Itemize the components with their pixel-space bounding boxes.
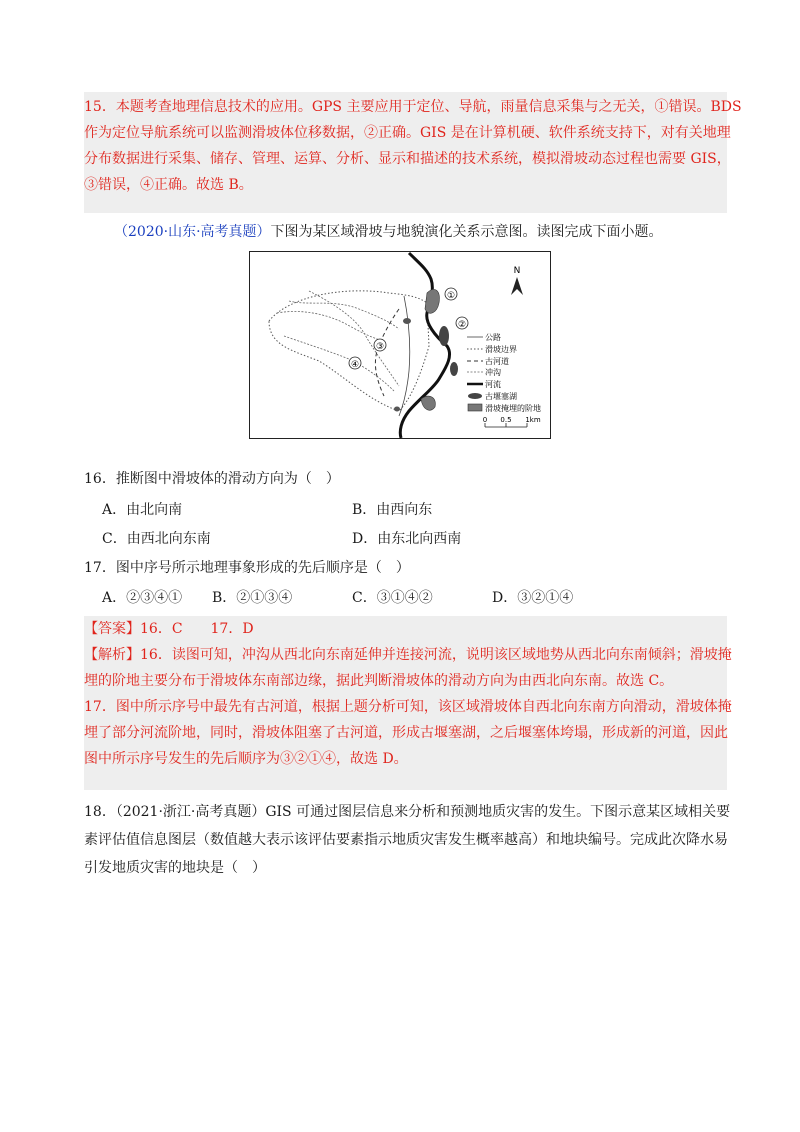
q15-line-2: 作为定位导航系统可以监测滑坡体位移数据，②正确。GIS 是在计算机硬、软件系统支持下，对有关地理 xyxy=(84,125,731,141)
q16-option-d[interactable]: D．由东北向西南 xyxy=(352,531,462,547)
intro-source: （2020·山东·高考真题） xyxy=(114,224,271,240)
analysis-text-1: 16．读图可知，冲沟从西北向东南延伸并连接河流，说明该区域地势从西北向东南倾斜；滑坡掩 xyxy=(140,647,732,663)
q17-option-b[interactable]: B．②①③④ xyxy=(212,590,293,606)
q18-stem xyxy=(84,798,731,882)
question-intro xyxy=(114,219,663,245)
legend-item-boundary: 滑坡边界 xyxy=(485,345,517,354)
intro-text: 下图为某区域滑坡与地貌演化关系示意图。读图完成下面小题。 xyxy=(270,224,663,240)
answer-text: 16．C 17．D xyxy=(140,621,254,637)
q17-stem: 17．图中序号所示地理事象形成的先后顺序是（ ） xyxy=(84,560,410,576)
q17-option-c[interactable]: C．③①④② xyxy=(352,590,433,606)
q15-explanation xyxy=(84,92,742,213)
scale-label-0: 0 xyxy=(482,416,488,424)
legend-item-buried-terrace: 滑坡掩埋的阶地 xyxy=(485,404,541,413)
q18-line-2: 素评估值信息图层（数值越大表示该评估要素指示地质灾害发生概率越高）和地块编号。完成此次降水易 xyxy=(84,832,728,848)
q16-stem: 16．推断图中滑坡体的滑动方向为（ ） xyxy=(84,471,340,487)
scale-label-1km: 1km xyxy=(525,416,541,424)
marker-4: ④ xyxy=(350,360,360,370)
marker-1: ① xyxy=(446,291,456,301)
ancient-lake-3 xyxy=(403,318,411,324)
answer-analysis-block xyxy=(84,616,732,790)
q16-option-a[interactable]: A．由北向南 xyxy=(102,502,183,518)
q16-option-c[interactable]: C．由西北向东南 xyxy=(102,531,211,547)
answer-label: 【答案】 xyxy=(84,621,140,637)
q18-line-3: 引发地质灾害的地块是（ ） xyxy=(84,860,266,876)
legend-item-dammed-lake: 古堰塞湖 xyxy=(485,392,517,401)
q15-line-3: 分布数据进行采集、储存、管理、运算、分析、显示和描述的技术系统，模拟滑坡动态过程也需要 GIS， xyxy=(84,151,731,167)
legend-item-ancient-channel: 古河道 xyxy=(485,357,509,366)
q16-option-b[interactable]: B．由西向东 xyxy=(352,502,433,518)
landslide-map xyxy=(249,251,551,439)
q15-line-1: 15．本题考查地理信息技术的应用。GPS 主要应用于定位、导航，雨量信息采集与之无关，①错误。BDS xyxy=(84,99,742,115)
analysis-label: 【解析】 xyxy=(84,647,140,663)
ancient-lake-2 xyxy=(450,362,458,376)
analysis-line-3: 17．图中所示序号中最先有古河道，根据上题分析可知，该区域滑坡体自西北向东南方向滑动，滑坡体掩 xyxy=(84,699,732,715)
q15-line-4: ③错误，④正确。故选 B。 xyxy=(84,177,253,193)
q17-option-d[interactable]: D．③②①④ xyxy=(492,590,574,606)
analysis-line-1 xyxy=(84,642,732,668)
marker-3: ③ xyxy=(375,342,385,352)
analysis-line-5: 图中所示序号发生的先后顺序为③②①④，故选 D。 xyxy=(84,751,408,767)
legend-item-river: 河流 xyxy=(485,380,501,389)
marker-2: ② xyxy=(457,320,467,330)
scale-label-half: 0.5 xyxy=(500,416,512,424)
legend-item-gully: 冲沟 xyxy=(485,368,501,377)
q17-option-a[interactable]: A．②③④① xyxy=(102,590,183,606)
ancient-lake-1 xyxy=(439,326,449,346)
legend-item-road: 公路 xyxy=(485,333,501,342)
analysis-line-4: 埋了部分河流阶地，同时，滑坡体阻塞了古河道，形成古堰塞湖，之后堰塞体垮塌，形成新的河道，因此 xyxy=(84,725,728,741)
analysis-line-2: 埋的阶地主要分布于滑坡体东南部边缘，据此判断滑坡体的滑动方向为由西北向东南。故选 C。 xyxy=(84,673,674,689)
north-label: N xyxy=(513,266,521,276)
ancient-lake-4 xyxy=(394,407,400,412)
answer-line xyxy=(84,616,727,642)
q18-line-1: 18．（2021·浙江·高考真题）GIS 可通过图层信息来分析和预测地质灾害的发生。下图示意某区域相关要 xyxy=(84,804,731,820)
